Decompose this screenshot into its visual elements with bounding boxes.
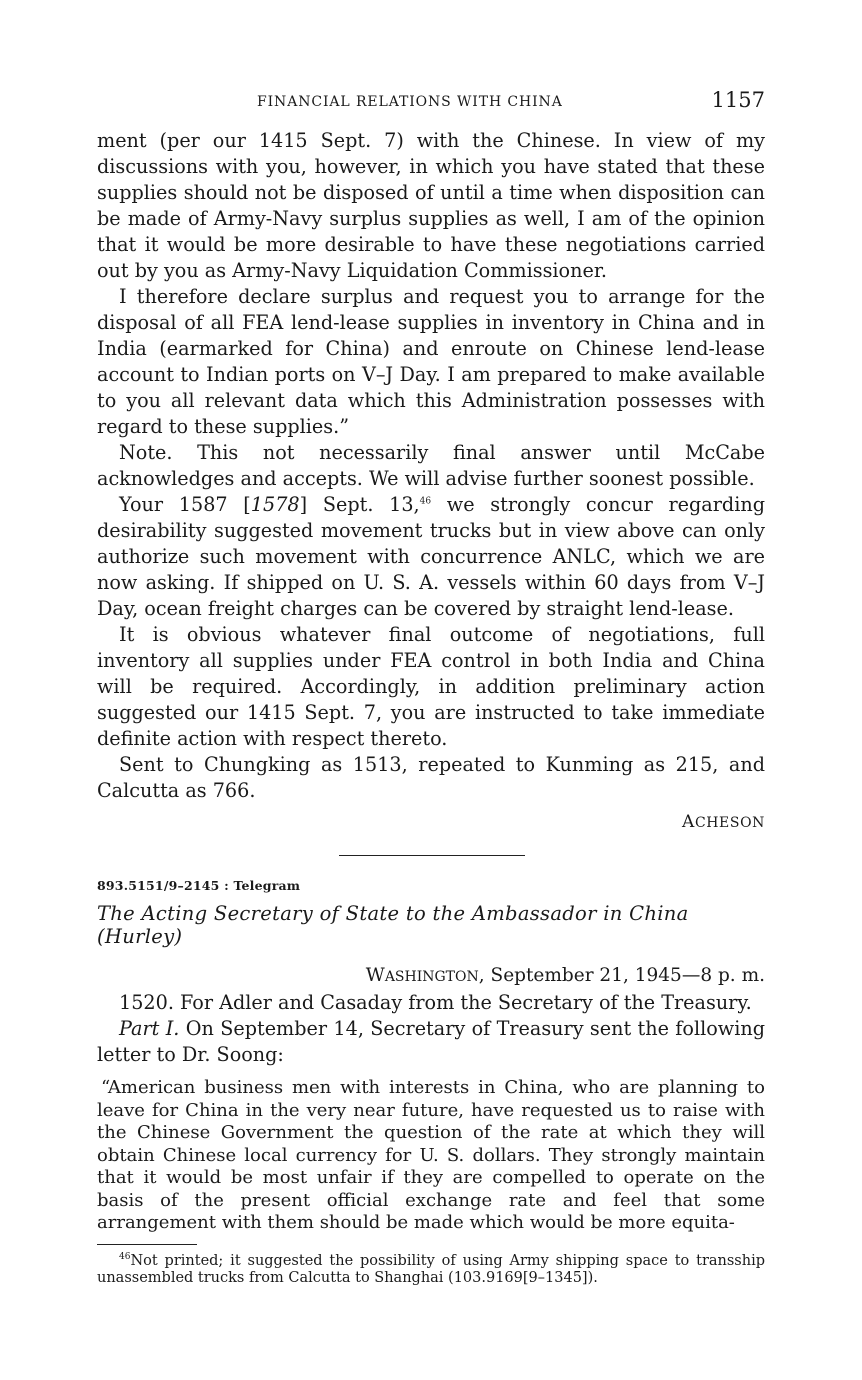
document-page: [97, 88, 765, 1287]
signature-rest: CHESON: [694, 815, 765, 831]
signature-initial: A: [682, 812, 695, 832]
paragraph-note: Note. This not necessarily final answer until McCabe acknowledges and accepts. We will advise further soonest possible.: [97, 441, 765, 490]
paragraph-inventory: It is obvious whatever final outcome of negotiations, full inventory all supplies under FEA control in both India and China will be required. Accordingly, in addition preliminary action suggested our 1415 Sept. 7, you are instructed to take immediate definite action with respect thereto.: [97, 623, 765, 750]
p4-text-c: we strongly concur regarding desirability suggested movement trucks but in view above can only authorize such movement with concurrence ANLC, which we are now asking. If shipped on U. S. A. vessels within 60 days from V–J Day, ocean freight charges can be covered by straight lend-lease.: [97, 493, 765, 620]
footnote-rule: [97, 1244, 197, 1245]
p4-text-a: Your 1587 [: [119, 493, 251, 516]
p4-corrected-number: 1578: [250, 493, 300, 516]
quote-paragraph: “American business men with interests in China, who are planning to leave for China in the very near future, have requested us to raise with the Chinese Government the question of the rate at which they will obtain Chinese local currency for U. S. dollars. They strongly maintain that it would be most unfair if they are compelled to operate on the basis of the present official exchange rate and feel that some arrangement with them should be made which would be more equita-: [97, 1077, 765, 1233]
part-one-text: On September 14, Secretary of Treasury sent the following letter to Dr. Soong:: [97, 1017, 765, 1066]
footnote-reference: 46: [419, 496, 432, 507]
quoted-letter: [97, 1077, 765, 1235]
footnote-text: Not printed; it suggested the possibility of using Army shipping space to transship unassembled trucks from Calcutta to Shanghai (103.9169[9–1345]).: [97, 1252, 765, 1286]
section-divider: [339, 855, 525, 856]
paragraph-continuation: ment (per our 1415 Sept. 7) with the Chinese. In view of my discussions with you, however, in which you have stated that these supplies should not be disposed of until a time when disposition can be made of Army-Navy surplus supplies as well, I am of the opinion that it would be more desirable to have these negotiations carried out by you as Army-Navy Liquidation Commissioner.: [97, 129, 765, 282]
page-number: 1157: [711, 88, 765, 112]
signature: [97, 807, 765, 837]
paragraph-routing: Sent to Chungking as 1513, repeated to Kunming as 215, and Calcutta as 766.: [97, 753, 765, 802]
dateline: [97, 962, 765, 990]
file-reference: 893.5151/9–2145 : Telegram: [97, 878, 301, 893]
part-label: Part I.: [119, 1017, 180, 1040]
document-title: The Acting Secretary of State to the Ambassador in China (Hurley): [97, 902, 689, 948]
dateline-place: ASHINGTON: [384, 969, 479, 985]
dateline-initial: W: [365, 965, 385, 986]
p4-text-b: ] Sept. 13,: [299, 493, 420, 516]
second-telegram-body: [97, 990, 765, 1068]
footnote: [97, 1253, 765, 1287]
paragraph-addressees: 1520. For Adler and Casaday from the Secretary of the Treasury.: [119, 991, 752, 1014]
paragraph-part-one: [97, 1016, 765, 1068]
paragraph-trucks: [97, 492, 765, 622]
running-head-title: FINANCIAL RELATIONS WITH CHINA: [257, 94, 563, 110]
footnote-marker: 46: [119, 1251, 131, 1262]
running-head: [97, 88, 765, 128]
dateline-date: , September 21, 1945—8 p. m.: [478, 965, 765, 986]
telegram-body: [97, 128, 765, 837]
paragraph-surplus-declaration: I therefore declare surplus and request you to arrange for the disposal of all FEA lend-lease supplies in inventory in China and in India (earmarked for China) and enroute on Chinese lend-lease account to Indian ports on V–J Day. I am prepared to make available to you all relevant data which this Administration possesses with regard to these supplies.”: [97, 285, 765, 438]
